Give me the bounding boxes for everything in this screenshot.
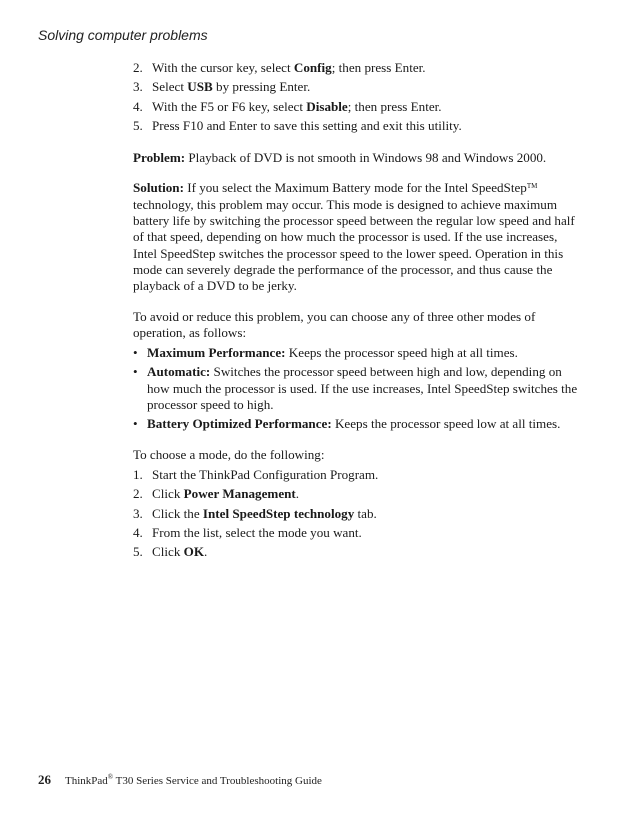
choose-intro: To choose a mode, do the following: <box>133 446 325 462</box>
list-item: 5. Click OK. <box>133 544 208 560</box>
list-item: 4. With the F5 or F6 key, select Disable; then press Enter. <box>133 98 442 114</box>
page-footer <box>38 772 322 788</box>
page-number: 26 <box>38 772 51 787</box>
list-item: 4. From the list, select the mode you want. <box>133 524 362 540</box>
trademark-mark: TM <box>526 182 538 191</box>
problem-paragraph: Problem: Playback of DVD is not smooth in Windows 98 and Windows 2000. <box>133 150 547 166</box>
avoid-intro: To avoid or reduce this problem, you can choose any of three other modes of operation, as follows: <box>133 308 536 340</box>
list-item: 2. Click Power Management. <box>133 486 300 502</box>
running-header: Solving computer problems <box>38 27 208 43</box>
bios-steps-list <box>133 60 581 134</box>
main-content <box>133 60 581 563</box>
list-item: • Maximum Performance: Keeps the processor speed high at all times. <box>133 345 518 361</box>
list-item: 1. Start the ThinkPad Configuration Program. <box>133 466 379 482</box>
list-item: 3. Select USB by pressing Enter. <box>133 79 311 95</box>
list-item: 3. Click the Intel SpeedStep technology tab. <box>133 505 377 521</box>
list-item: 5. Press F10 and Enter to save this setting and exit this utility. <box>133 117 462 133</box>
list-item: • Battery Optimized Performance: Keeps the processor speed low at all times. <box>133 416 561 432</box>
book-title: ThinkPad® T30 Series Service and Troubleshooting Guide <box>65 773 322 787</box>
list-item: 2. With the cursor key, select Config; then press Enter. <box>133 60 426 75</box>
list-item: • Automatic: Switches the processor speed between high and low, depending on how much the processor is used. If the use increases, Intel SpeedStep switches the processor speed to high. <box>133 364 578 413</box>
solution-paragraph: Solution: If you select the Maximum Battery mode for the Intel SpeedStep™ technology, this problem may occur. This mode is designed to achieve maximum battery life by switching the processor speed between the regular low speed and half of that speed, depending on how much the processor is used. If the use increases, Intel SpeedStep switches the processor speed to the lower speed. Operation in this mode can severely degrade the performance of the processor, and thus cause the playback of a DVD to be jerky. <box>133 180 575 294</box>
choose-steps-list <box>133 467 581 560</box>
modes-list <box>133 345 581 432</box>
